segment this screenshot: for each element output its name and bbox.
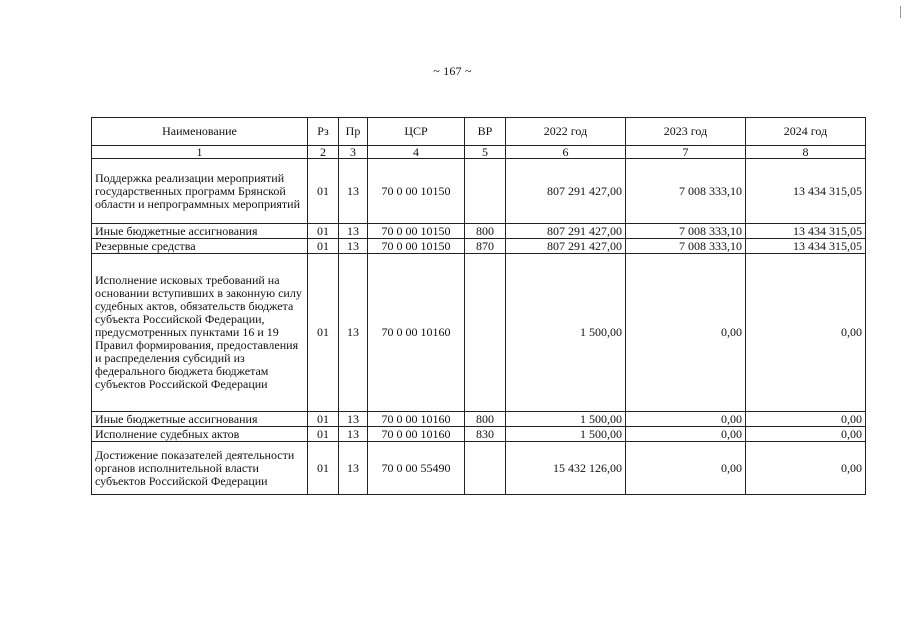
row-csr: 70 0 00 10150 <box>368 239 465 254</box>
row-2022: 1 500,00 <box>506 412 626 427</box>
row-2022: 15 432 126,00 <box>506 442 626 495</box>
row-vr: 800 <box>465 412 506 427</box>
header-2024: 2024 год <box>746 118 866 146</box>
row-2023: 0,00 <box>626 442 746 495</box>
row-csr: 70 0 00 10160 <box>368 412 465 427</box>
row-2022: 807 291 427,00 <box>506 239 626 254</box>
row-pr: 13 <box>339 412 368 427</box>
row-pr: 13 <box>339 254 368 412</box>
row-csr: 70 0 00 55490 <box>368 442 465 495</box>
row-name: Иные бюджетные ассигнования <box>92 224 308 239</box>
table-row <box>92 239 866 254</box>
budget-table <box>91 117 866 495</box>
row-2023: 0,00 <box>626 254 746 412</box>
row-csr: 70 0 00 10150 <box>368 224 465 239</box>
row-vr <box>465 442 506 495</box>
row-2022: 1 500,00 <box>506 254 626 412</box>
header-2023: 2023 год <box>626 118 746 146</box>
header-name: Наименование <box>92 118 308 146</box>
header-2022: 2022 год <box>506 118 626 146</box>
row-pr: 13 <box>339 239 368 254</box>
row-name: Исполнение судебных актов <box>92 427 308 442</box>
row-name: Достижение показателей деятельности органов исполнительной власти субъектов Российской Федерации <box>92 442 308 495</box>
row-2023: 0,00 <box>626 427 746 442</box>
page-number: ~ 167 ~ <box>433 64 472 78</box>
row-2023: 7 008 333,10 <box>626 224 746 239</box>
row-rz: 01 <box>308 442 339 495</box>
scan-edge-mark <box>900 6 901 18</box>
row-csr: 70 0 00 10160 <box>368 427 465 442</box>
row-csr: 70 0 00 10160 <box>368 254 465 412</box>
row-rz: 01 <box>308 427 339 442</box>
row-name: Иные бюджетные ассигнования <box>92 412 308 427</box>
table-row <box>92 427 866 442</box>
row-rz: 01 <box>308 412 339 427</box>
row-2024: 0,00 <box>746 254 866 412</box>
column-number: 8 <box>746 146 866 159</box>
column-number: 2 <box>308 146 339 159</box>
table-row <box>92 412 866 427</box>
column-number: 7 <box>626 146 746 159</box>
row-name: Поддержка реализации мероприятий государственных программ Брянской области и непрограммных мероприятий <box>92 159 308 224</box>
column-number-row <box>92 146 866 159</box>
table-row <box>92 224 866 239</box>
header-csr: ЦСР <box>368 118 465 146</box>
row-vr <box>465 254 506 412</box>
row-pr: 13 <box>339 224 368 239</box>
row-vr: 800 <box>465 224 506 239</box>
row-pr: 13 <box>339 427 368 442</box>
row-2024: 13 434 315,05 <box>746 224 866 239</box>
row-pr: 13 <box>339 442 368 495</box>
row-2024: 13 434 315,05 <box>746 159 866 224</box>
row-2024: 0,00 <box>746 412 866 427</box>
row-rz: 01 <box>308 159 339 224</box>
row-name: Исполнение исковых требований на основании вступивших в законную силу судебных актов, обязательств бюджета субъекта Российской Федерации, предусмотренных пунктами 16 и 19 Правил формирования, предоставления и распределения субсидий из федерального бюджета бюджетам субъектов Российской Федерации <box>92 254 308 412</box>
row-pr: 13 <box>339 159 368 224</box>
header-pr: Пр <box>339 118 368 146</box>
row-2022: 807 291 427,00 <box>506 224 626 239</box>
row-2022: 807 291 427,00 <box>506 159 626 224</box>
column-number: 1 <box>92 146 308 159</box>
row-csr: 70 0 00 10150 <box>368 159 465 224</box>
row-name: Резервные средства <box>92 239 308 254</box>
column-number: 4 <box>368 146 465 159</box>
row-2024: 0,00 <box>746 427 866 442</box>
row-rz: 01 <box>308 224 339 239</box>
row-2022: 1 500,00 <box>506 427 626 442</box>
table-row <box>92 159 866 224</box>
row-2023: 7 008 333,10 <box>626 159 746 224</box>
table-header-row <box>92 118 866 146</box>
table-row <box>92 254 866 412</box>
header-rz: Рз <box>308 118 339 146</box>
row-2023: 0,00 <box>626 412 746 427</box>
column-number: 3 <box>339 146 368 159</box>
table-row <box>92 442 866 495</box>
column-number: 6 <box>506 146 626 159</box>
row-2024: 0,00 <box>746 442 866 495</box>
header-vr: ВР <box>465 118 506 146</box>
row-rz: 01 <box>308 239 339 254</box>
row-2024: 13 434 315,05 <box>746 239 866 254</box>
row-vr: 830 <box>465 427 506 442</box>
row-rz: 01 <box>308 254 339 412</box>
row-vr <box>465 159 506 224</box>
row-vr: 870 <box>465 239 506 254</box>
column-number: 5 <box>465 146 506 159</box>
row-2023: 7 008 333,10 <box>626 239 746 254</box>
